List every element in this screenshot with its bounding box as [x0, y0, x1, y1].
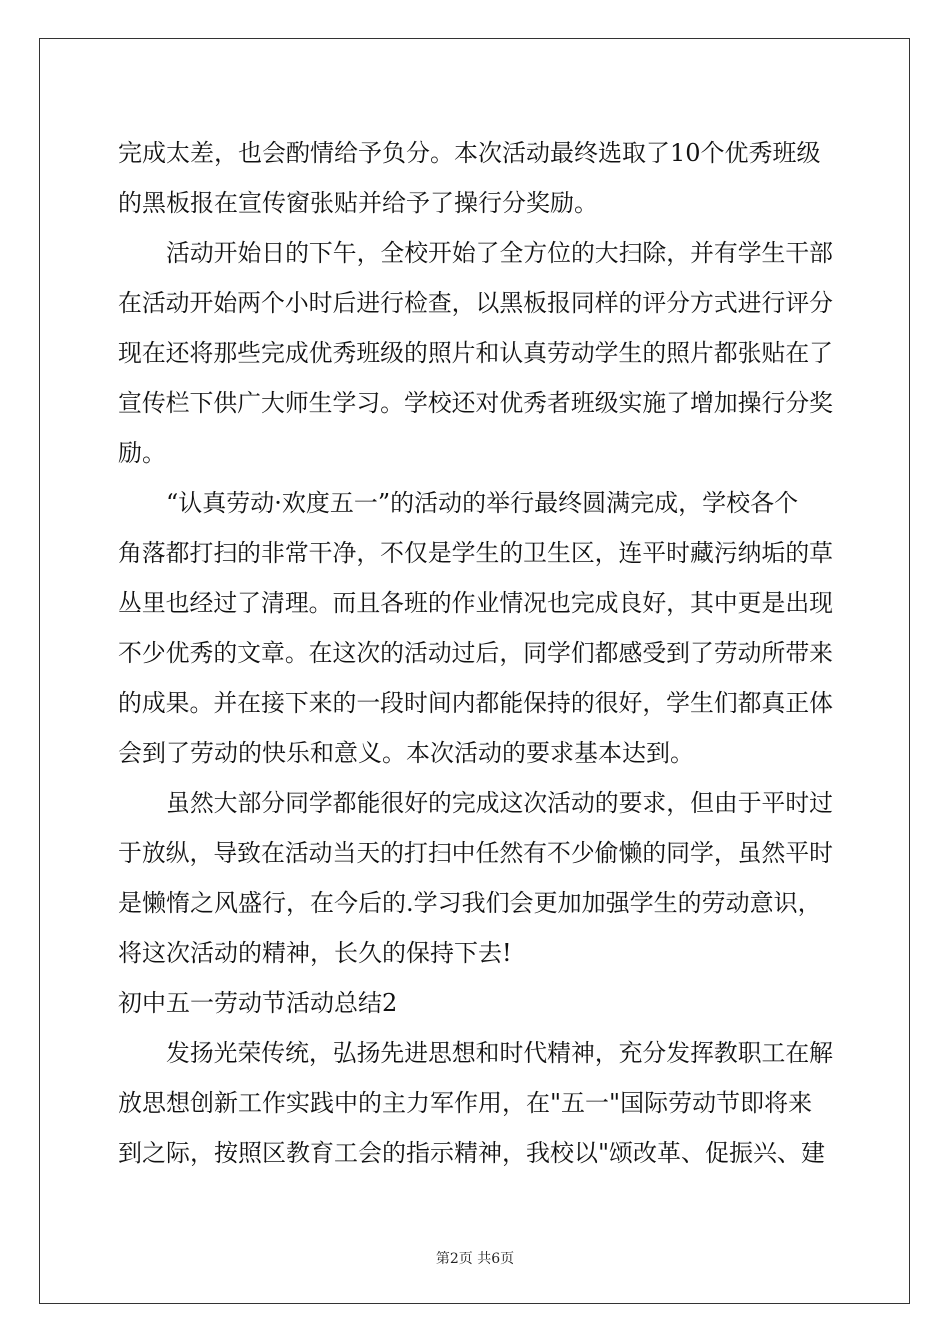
text-line: 到之际，按照区教育工会的指示精神，我校以"颂改革、促振兴、建: [118, 1139, 826, 1167]
document-body: [118, 128, 833, 1178]
text-line: 于放纵，导致在活动当天的打扫中任然有不少偷懒的同学，虽然平时: [118, 839, 833, 867]
text-line: 在活动开始两个小时后进行检查，以黑板报同样的评分方式进行评分: [118, 289, 833, 317]
text-line: 丛里也经过了清理。而且各班的作业情况也完成良好，其中更是出现: [118, 589, 833, 617]
text-line: 现在还将那些完成优秀班级的照片和认真劳动学生的照片都张贴在了: [118, 339, 833, 367]
text-line: 活动开始日的下午，全校开始了全方位的大扫除，并有学生干部: [166, 239, 833, 267]
text-line: 励。: [118, 439, 166, 467]
text-line: “认真劳动·欢度五一”的活动的举行最终圆满完成，学校各个: [166, 489, 799, 517]
text-line: 虽然大部分同学都能很好的完成这次活动的要求，但由于平时过: [166, 789, 833, 817]
text-line: 角落都打扫的非常干净，不仅是学生的卫生区，连平时藏污纳垢的草: [118, 539, 833, 567]
text-line: 的黑板报在宣传窗张贴并给予了操行分奖励。: [118, 189, 598, 217]
text-line: 会到了劳动的快乐和意义。本次活动的要求基本达到。: [118, 739, 694, 767]
text-line: 放思想创新工作实践中的主力军作用，在"五一"国际劳动节即将来: [118, 1089, 813, 1117]
text-line: 完成太差，也会酌情给予负分。本次活动最终选取了10个优秀班级: [118, 139, 821, 167]
page-number: 第2页 共6页: [435, 1251, 515, 1267]
text-line: 的成果。并在接下来的一段时间内都能保持的很好，学生们都真正体: [118, 689, 833, 717]
text-line: 是懒惰之风盛行，在今后的.学习我们会更加加强学生的劳动意识，: [118, 889, 822, 917]
text-line: 将这次活动的精神，长久的保持下去!: [118, 939, 512, 967]
text-line: 宣传栏下供广大师生学习。学校还对优秀者班级实施了增加操行分奖: [118, 389, 833, 417]
section-heading: 初中五一劳动节活动总结2: [118, 989, 398, 1017]
text-line: 不少优秀的文章。在这次的活动过后，同学们都感受到了劳动所带来: [118, 639, 833, 667]
text-line: 发扬光荣传统，弘扬先进思想和时代精神，充分发挥教职工在解: [166, 1039, 833, 1067]
